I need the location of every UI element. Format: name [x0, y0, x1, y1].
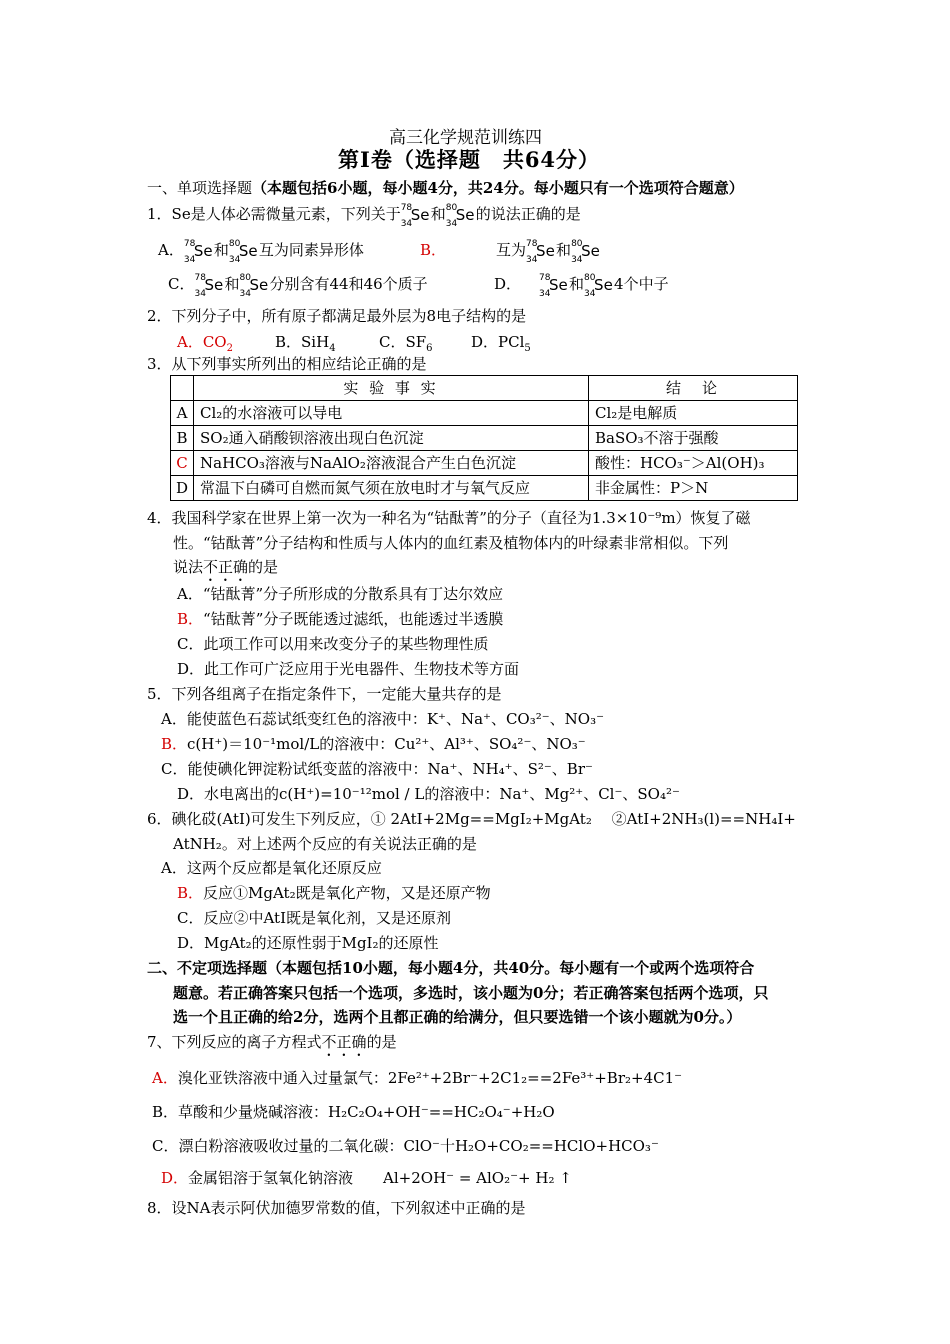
q7-option-b: B．草酸和少量烧碱溶液：H₂C₂O₄+OH⁻==HC₂O₄⁻+H₂O [152, 1103, 555, 1121]
q1-stem-a: 1．Se是人体必需微量元素，下列关于 [147, 205, 401, 223]
q1-option-a: A． 78 34 Se 和 80 34 Se 互为同素异形体 [158, 239, 364, 265]
section1-note: （本题包括6小题，每小题4分，共24分。每小题只有一个选项符合题意） [252, 179, 744, 197]
table-header-row [171, 376, 798, 401]
q7-stem: 7、下列反应的离子方程式不正确的是 [147, 1033, 397, 1051]
section2-line2: 题意。若正确答案只包括一个选项，多选时，该小题为0分；若正确答案包括两个选项，只 [173, 984, 769, 1002]
q6-option-b: B．反应①MgAt₂既是氧化产物，又是还原产物 [177, 884, 491, 902]
section2-line1: 二、不定项选择题（本题包括10小题，每小题4分，共40分。每小题有一个或两个选项符合 [147, 959, 755, 977]
q1-stem-b: 的说法正确的是 [475, 205, 581, 223]
section1-heading [147, 178, 744, 198]
q4-option-b: B．“钴酞菁”分子既能透过滤纸，也能透过半透膜 [177, 610, 504, 628]
q6-stem-line1: 6．碘化砹(AtI)可发生下列反应，① 2AtI+2Mg==MgI₂+MgAt₂ ②AtI+2NH₃(l)==NH₄I+ [147, 810, 796, 828]
q2-option-d: D．PCl$_5$ [471, 333, 531, 354]
isotope-se80: 80 34 Se [445, 203, 475, 229]
q4-stem-line1: 4．我国科学家在世界上第一次为一种名为“钴酞菁”的分子（直径为1.3×10⁻⁹m）恢复了磁 [147, 509, 751, 527]
q2-stem: 2．下列分子中，所有原子都满足最外层为8电子结构的是 [147, 307, 527, 325]
q4-stem-line2: 性。“钴酞菁”分子结构和性质与人体内的血红素及植物体内的叶绿素非常相似。下列 [173, 534, 729, 552]
q1-stem: 1．Se是人体必需微量元素，下列关于 78 34 Se 和 80 34 Se 的说法正确的是 [147, 203, 581, 229]
q3-table [170, 375, 798, 501]
q5-option-d: D．水电离出的c(H⁺)=10⁻¹²mol / L的溶液中：Na⁺、Mg²⁺、Cl⁻、SO₄²⁻ [177, 785, 680, 803]
q7-option-d: D．金属铝溶于氢氧化钠溶液 Al+2OH⁻ = AlO₂⁻+ H₂ ↑ [161, 1169, 572, 1187]
part-title: 第Ⅰ卷（选择题 共64分） [338, 147, 601, 172]
q4-option-c: C．此项工作可以用来改变分子的某些物理性质 [177, 635, 489, 653]
q1-option-d: D． 78 34 Se 和 80 34 Se 4个中子 [494, 273, 669, 299]
q5-option-b: B．c(H⁺)＝10⁻¹mol/L的溶液中：Cu²⁺、Al³⁺、SO₄²⁻、NO₃⁻ [161, 735, 586, 753]
q4-option-d: D．此工作可广泛应用于光电器件、生物技术等方面 [177, 660, 520, 678]
section1-head: 一、单项选择题 [147, 179, 253, 197]
q2-option-b: B．SiH$_4$ [275, 333, 336, 354]
q5-stem: 5．下列各组离子在指定条件下，一定能大量共存的是 [147, 685, 502, 703]
q2-option-c: C．$SF_6$ [379, 333, 433, 354]
q5-option-c: C．能使碘化钾淀粉试纸变蓝的溶液中：Na⁺、NH₄⁺、S²⁻、Br⁻ [161, 760, 593, 778]
q6-option-d: D．MgAt₂的还原性弱于MgI₂的还原性 [177, 934, 439, 952]
table-row: C NaHCO₃溶液与NaAlO₂溶液混合产生白色沉淀 酸性：HCO₃⁻＞Al(OH)₃ [171, 451, 798, 476]
q8-stem: 8．设NA表示阿伏加德罗常数的值，下列叙述中正确的是 [147, 1199, 526, 1217]
q3-stem: 3．从下列事实所列出的相应结论正确的是 [147, 355, 427, 373]
q1-option-c: C． 78 34 Se 和 80 34 Se 分别含有44和46个质子 [168, 273, 428, 299]
table-row: A Cl₂的水溶液可以导电 Cl₂是电解质 [171, 401, 798, 426]
section2-line3: 选一个且正确的给2分，选两个且都正确的给满分，但只要选错一个该小题就为0分。） [173, 1008, 742, 1026]
q7-option-c: C．漂白粉溶液吸收过量的二氧化碳：ClO⁻十H₂O+CO₂==HClO+HCO₃⁻ [152, 1137, 659, 1155]
q4-option-a: A．“钴酞菁”分子所形成的分散系具有丁达尔效应 [177, 585, 504, 603]
q2-options [177, 332, 531, 352]
q5-option-a: A．能使蓝色石蕊试纸变红色的溶液中：K⁺、Na⁺、CO₃²⁻、NO₃⁻ [161, 710, 605, 728]
table-row: D 常温下白磷可自燃而氮气须在放电时才与氧气反应 非金属性：P＞N [171, 476, 798, 501]
q7-option-a: A．溴化亚铁溶液中通入过量氯气：2Fe²⁺+2Br⁻+2C1₂==2Fe³⁺+Br₂+4C1⁻ [152, 1069, 683, 1087]
page-title: 高三化学规范训练四 [389, 128, 542, 148]
table-row: B SO₂通入硝酸钡溶液出现白色沉淀 BaSO₃不溶于强酸 [171, 426, 798, 451]
q1-option-b: B． 互为 78 34 Se 和 80 34 Se [420, 239, 600, 265]
q6-option-a: A．这两个反应都是氧化还原反应 [161, 859, 382, 877]
q6-option-c: C．反应②中AtI既是氧化剂，又是还原剂 [177, 909, 452, 927]
q2-option-a: A．$CO_2$ [177, 333, 233, 354]
q4-stem-line3: 说法不正确的是 [173, 558, 279, 576]
isotope-se78: 78 34 Se [400, 203, 430, 229]
table-header-conclusion: 结 论 [589, 376, 798, 401]
table-header-fact: 实 验 事 实 [194, 376, 589, 401]
q6-stem-line2: AtNH₂。对上述两个反应的有关说法正确的是 [173, 835, 477, 853]
